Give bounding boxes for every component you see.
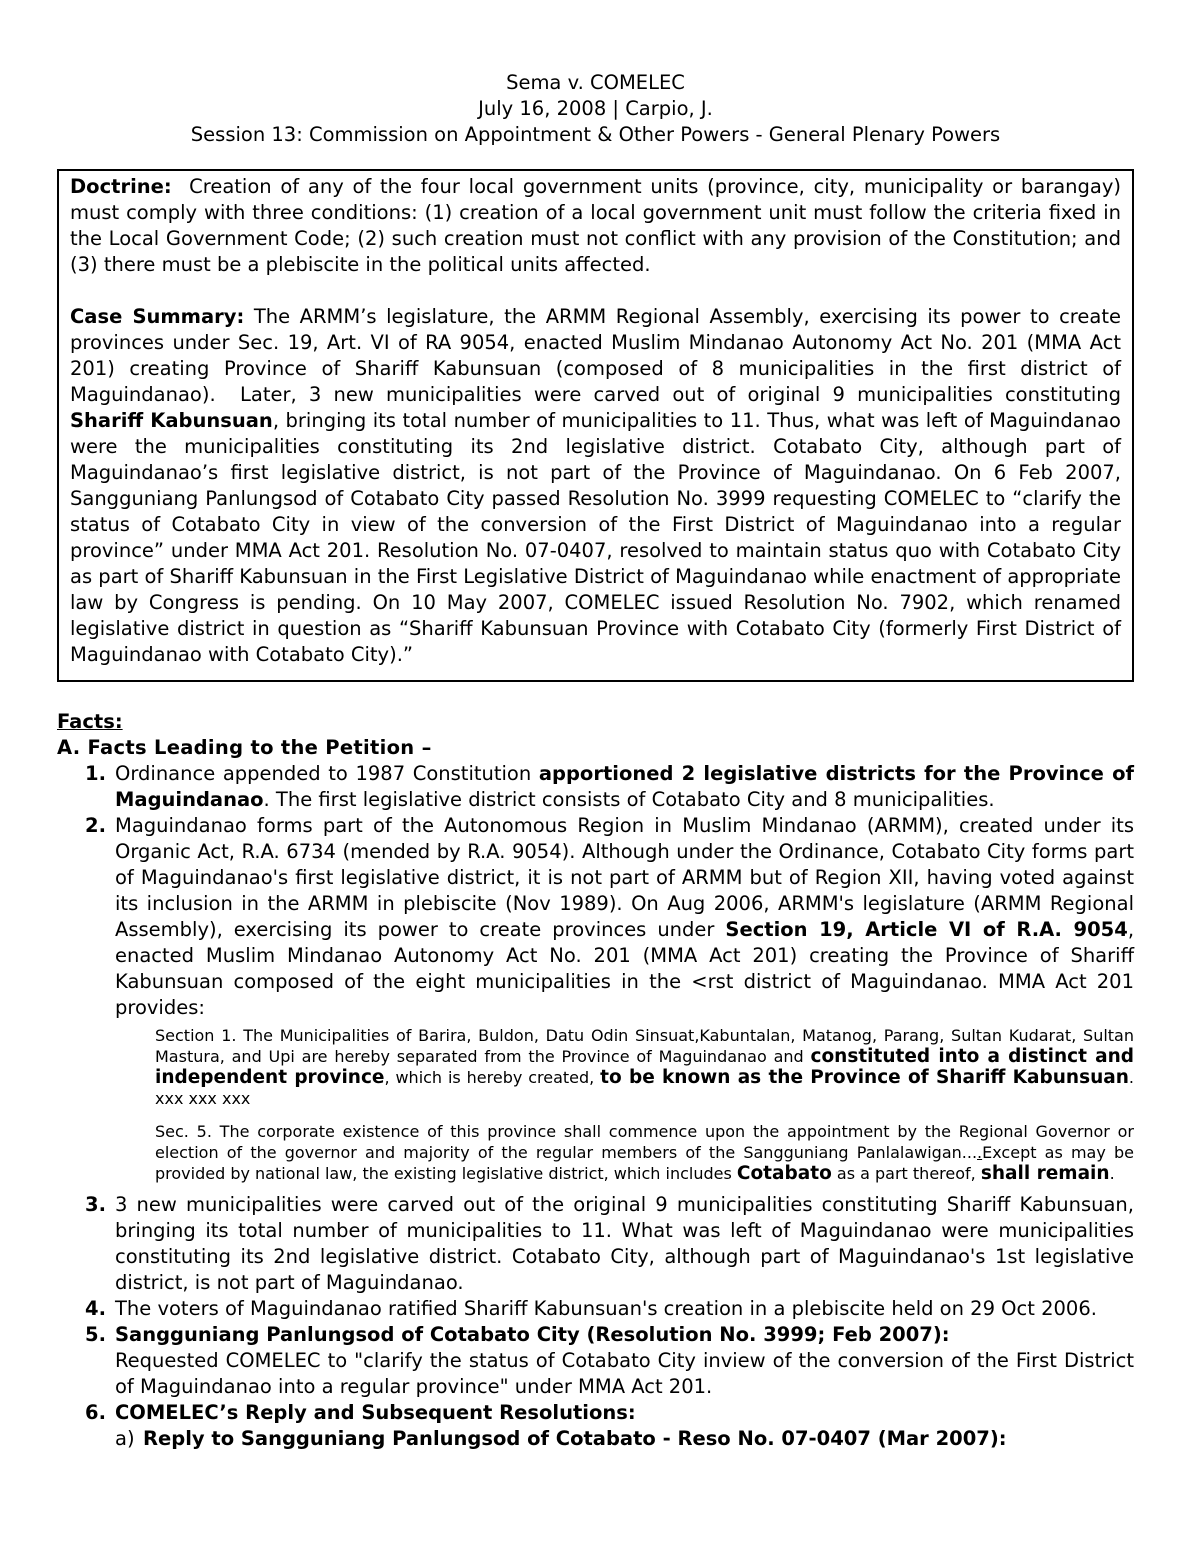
fact-text: Sangguniang Panlungsod of Cotabato City (Resolution No. 3999; Feb 2007): Requested COMELEC to "clarify the status of Cotabato City inview of the conversion of the First District of Maguindanao into a regular province" under MMA Act 201. — [115, 1323, 1134, 1398]
fact-text: 3 new municipalities were carved out of the original 9 municipalities constituting Shariff Kabunsuan, bringing its total number of municipalities to 11. What was left of Maguindanao were municipalities constituting its 2nd legislative district. Cotabato City, although part of Maguindanao's 1st legislative district, is not part of Maguindanao. — [115, 1193, 1134, 1294]
session-title: Session 13: Commission on Appointment & Other Powers - General Plenary Powers — [190, 123, 1001, 146]
doctrine-case-summary-box — [57, 169, 1134, 682]
fact-text — [115, 1400, 1134, 1452]
fact-number: 4. — [85, 1297, 106, 1320]
sub-item-label: a) — [115, 1427, 135, 1450]
fact-item-5 — [85, 1322, 1134, 1400]
facts-heading: Facts: — [57, 710, 123, 733]
fact-item-1 — [85, 761, 1134, 813]
sub-item-text: Reply to Sangguniang Panlungsod of Cotabato - Reso No. 07-0407 (Mar 2007): — [143, 1427, 1007, 1450]
fact-text-paragraph: COMELEC’s Reply and Subsequent Resolutions: — [115, 1401, 636, 1424]
fact-number: 5. — [85, 1323, 106, 1346]
doctrine-paragraph: Doctrine: Creation of any of the four local government units (province, city, municipality or barangay) must comply with three conditions: (1) creation of a local government unit must follow the criteria fixed in the Local Government Code; (2) such creation must not conflict with any provision of the Constitution; and (3) there must be a plebiscite in the political units affected. — [70, 175, 1121, 276]
fact-item-3 — [85, 1192, 1134, 1296]
fact-number: 3. — [85, 1193, 106, 1216]
paragraph-spacer — [70, 278, 1121, 304]
facts-list — [85, 761, 1134, 1452]
fact-number: 6. — [85, 1401, 106, 1424]
fact-item-4 — [85, 1296, 1134, 1322]
statute-quote-section-1: Section 1. The Municipalities of Barira, Buldon, Datu Odin Sinsuat,Kabuntalan, Matanog, Parang, Sultan Kudarat, Sultan Mastura, and Upi are hereby separated from the Province of Maguindanao and constituted into a distinct and independent province, which is hereby created, to be known as the Province of Shariff Kabunsuan. xxx xxx xxx — [155, 1026, 1134, 1108]
fact-text: The voters of Maguindanao ratified Shariff Kabunsuan's creation in a plebiscite held on 29 Oct 2006. — [115, 1297, 1097, 1320]
facts-section-a-heading: A. Facts Leading to the Petition – — [57, 736, 432, 759]
case-title: Sema v. COMELEC — [506, 71, 685, 94]
fact-sub-item-a — [115, 1426, 1134, 1452]
fact-number: 2. — [85, 814, 106, 837]
fact-text-paragraph: Maguindanao forms part of the Autonomous Region in Muslim Mindanao (ARMM), created under its Organic Act, R.A. 6734 (mended by R.A. 9054). Although under the Ordinance, Cotabato City forms part of Maguindanao's first legislative district, it is not part of ARMM but of Region XII, having voted against its inclusion in the ARMM in plebiscite (Nov 1989). On Aug 2006, ARMM's legislature (ARMM Regional Assembly), exercising its power to create provinces under Section 19, Article VI of R.A. 9054, enacted Muslim Mindanao Autonomy Act No. 201 (MMA Act 201) creating the Province of Shariff Kabunsuan composed of the eight municipalities in the <rst district of Maguindanao. MMA Act 201 provides: — [115, 814, 1135, 1019]
fact-text — [115, 813, 1134, 1192]
fact-number: 1. — [85, 762, 106, 785]
fact-item-2 — [85, 813, 1134, 1192]
document-header — [57, 70, 1134, 148]
case-summary-paragraph: Case Summary: The ARMM’s legislature, the ARMM Regional Assembly, exercising its power to create provinces under Sec. 19, Art. VI of RA 9054, enacted Muslim Mindanao Autonomy Act No. 201 (MMA Act 201) creating Province of Shariff Kabunsuan (composed of 8 municipalities in the first district of Maguindanao). Later, 3 new municipalities were carved out of original 9 municipalities constituting Shariff Kabunsuan, bringing its total number of municipalities to 11. Thus, what was left of Maguindanao were the municipalities constituting its 2nd legislative district. Cotabato City, although part of Maguindanao’s first legislative district, is not part of the Province of Maguindanao. On 6 Feb 2007, Sangguniang Panlungsod of Cotabato City passed Resolution No. 3999 requesting COMELEC to “clarify the status of Cotabato City in view of the conversion of the First District of Maguindanao into a regular province” under MMA Act 201. Resolution No. 07-0407, resolved to maintain status quo with Cotabato City as part of Shariff Kabunsuan in the First Legislative District of Maguindanao while enactment of appropriate law by Congress is pending. On 10 May 2007, COMELEC issued Resolution No. 7902, which renamed legislative district in question as “Shariff Kabunsuan Province with Cotabato City (formerly First District of Maguindanao with Cotabato City).” — [70, 305, 1121, 666]
case-date-ponente: July 16, 2008 | Carpio, J. — [478, 97, 713, 120]
fact-item-6 — [85, 1400, 1134, 1452]
statute-quote-section-5: Sec. 5. The corporate existence of this province shall commence upon the appointment by the Regional Governor or election of the governor and majority of the regular members of the Sangguniang Panlalawigan....Except as may be provided by national law, the existing legislative district, which includes Cotabato as a part thereof, shall remain. — [155, 1122, 1135, 1184]
fact-text: Ordinance appended to 1987 Constitution apportioned 2 legislative districts for the Province of Maguindanao. The first legislative district consists of Cotabato City and 8 municipalities. — [115, 762, 1135, 811]
